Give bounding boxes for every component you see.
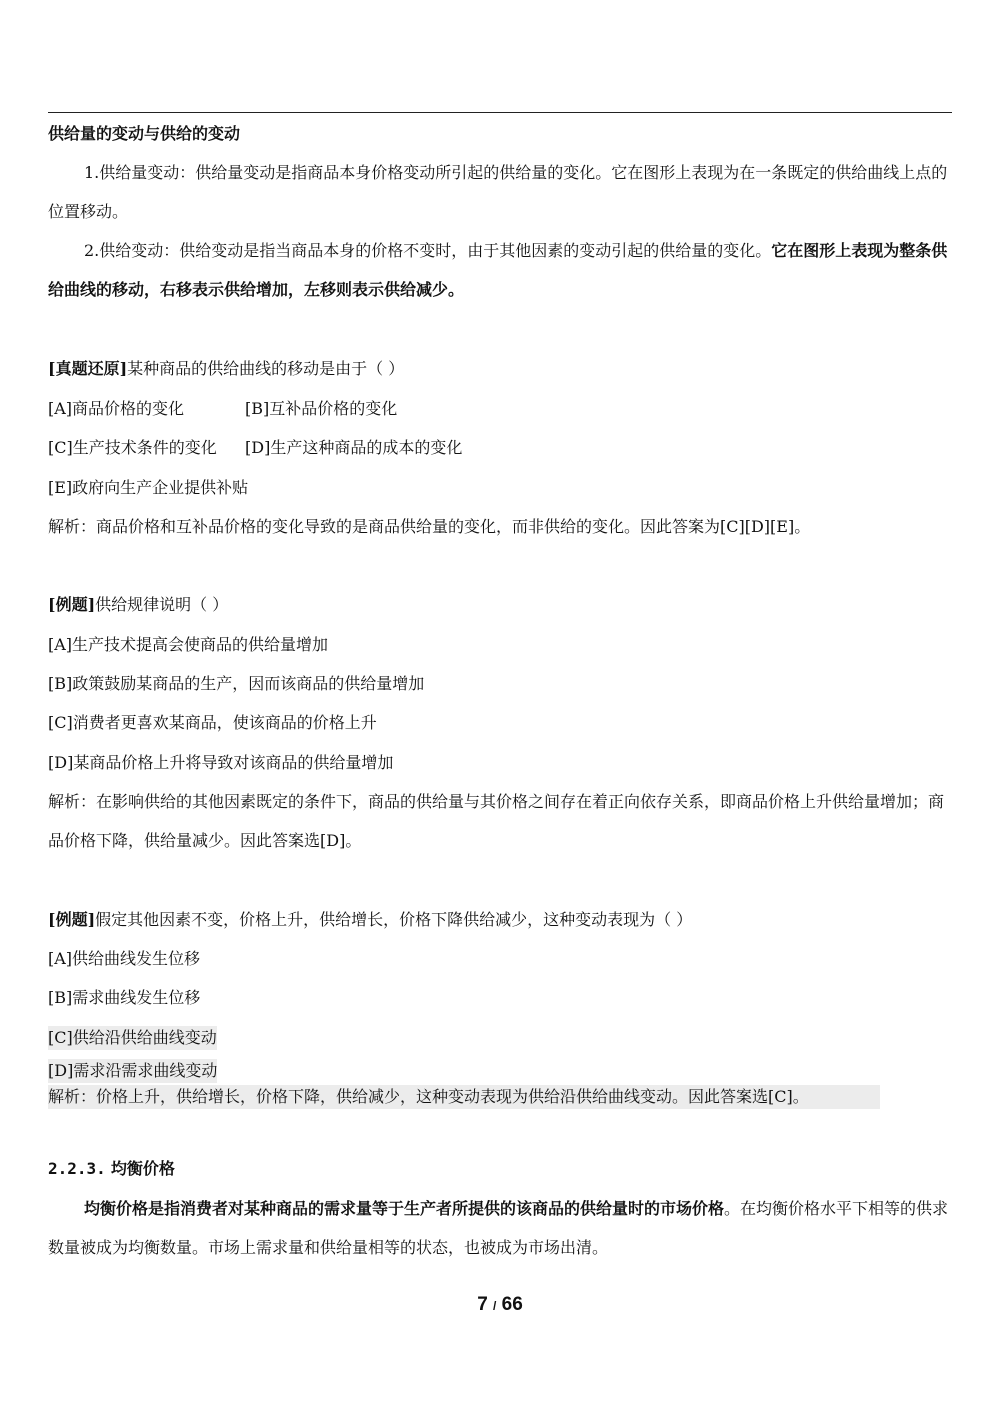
paragraph-equilibrium-price (48, 1189, 954, 1267)
page-number (0, 1294, 1000, 1316)
paragraph-supply-change-bold: 它在图形上表现为整条供给曲线的移动，右移表示供给增加，左移则表示供给减少。 (48, 241, 948, 299)
q1-stem-text: 某种商品的供给曲线的移动是由于（ ） (127, 359, 405, 378)
q1-options-cd (48, 428, 954, 467)
q3-tag: [例题] (48, 910, 96, 929)
paragraph-quantity-supplied-change: 1.供给量变动：供给量变动是指商品本身价格变动所引起的供给量的变化。它在图形上表现为在一条既定的供给曲线上点的位置移动。 (48, 163, 948, 221)
q1-option-b: [B]互补品价格的变化 (245, 399, 398, 418)
q1-option-e: [E]政府向生产企业提供补贴 (48, 478, 249, 497)
q3-option-d-text: [D]需求沿需求曲线变动 (48, 1059, 217, 1083)
q3-option-b: [B]需求曲线发生位移 (48, 988, 201, 1007)
paragraph-equilibrium-normal: 。在均衡价格水平下相等的供求数量被成为均衡数量。市场上需求量和供给量相等的状态，也被成为市场出清。 (48, 1199, 949, 1257)
page-total: 66 (501, 1294, 523, 1315)
q1-stem (48, 349, 954, 388)
q1-options-ab (48, 389, 954, 428)
q2-stem-text: 供给规律说明（ ） (95, 595, 229, 614)
q3-option-a: [A]供给曲线发生位移 (48, 949, 201, 968)
q2-option-c: [C]消费者更喜欢某商品，使该商品的价格上升 (48, 713, 377, 732)
section-heading (48, 1149, 954, 1188)
paragraph-supply-change-normal: 2.供给变动：供给变动是指当商品本身的价格不变时，由于其他因素的变动引起的供给量的变化。 (84, 241, 772, 260)
q2-tag: [例题] (48, 595, 96, 614)
q2-option-d: [D]某商品价格上升将导致对该商品的供给量增加 (48, 753, 394, 772)
q2-option-a: [A]生产技术提高会使商品的供给量增加 (48, 635, 329, 654)
q2-option-b: [B]政策鼓励某商品的生产，因而该商品的供给量增加 (48, 674, 425, 693)
q1-option-a: [A]商品价格的变化 (48, 399, 185, 418)
page-separator: / (493, 1299, 497, 1313)
section-number: 2.2.3. (48, 1159, 106, 1178)
header-rule (48, 112, 952, 113)
q3-stem (48, 900, 954, 939)
q3-option-c-text: [C]供给沿供给曲线变动 (48, 1026, 217, 1050)
q2-analysis: 解析：在影响供给的其他因素既定的条件下，商品的供给量与其价格之间存在着正向依存关系，即商品价格上升供给量增加；商品价格下降，供给量减少。因此答案选[D]。 (48, 792, 945, 850)
q1-analysis: 解析：商品价格和互补品价格的变化导致的是商品供给量的变化，而非供给的变化。因此答案为[C][D][E]。 (48, 517, 811, 536)
paragraph-equilibrium-bold: 均衡价格是指消费者对某种商品的需求量等于生产者所提供的该商品的供给量时的市场价格 (84, 1199, 725, 1218)
q1-option-c: [C]生产技术条件的变化 (48, 438, 217, 457)
section-title: 均衡价格 (110, 1159, 175, 1178)
heading-supply-change: 供给量的变动与供给的变动 (48, 124, 241, 143)
paragraph-supply-change (48, 231, 954, 309)
q2-stem (48, 585, 954, 624)
page-current: 7 (477, 1294, 488, 1315)
q1-tag: [真题还原] (48, 359, 128, 378)
q1-option-d: [D]生产这种商品的成本的变化 (245, 438, 463, 457)
q3-analysis: 解析：价格上升，供给增长，价格下降，供给减少，这种变动表现为供给沿供给曲线变动。因此答案选[C]。 (48, 1085, 880, 1109)
q3-stem-text: 假定其他因素不变，价格上升，供给增长，价格下降供给减少，这种变动表现为（ ） (95, 910, 693, 929)
